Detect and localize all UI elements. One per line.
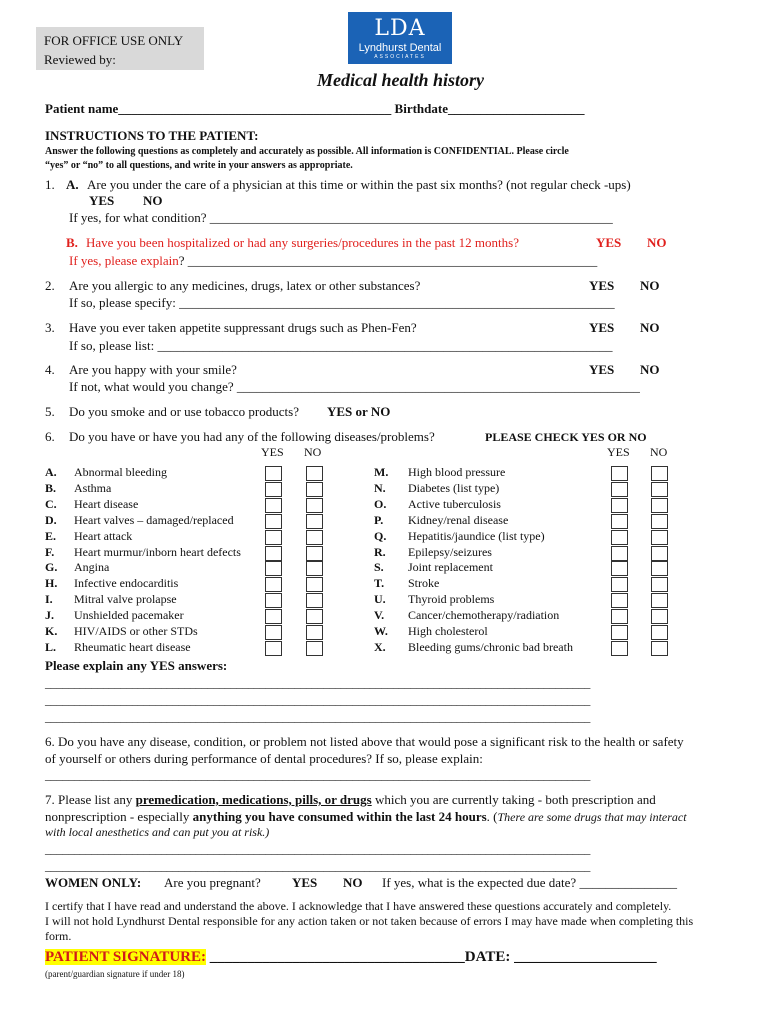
yes-checkbox[interactable] [265,609,282,624]
pregnant-yes[interactable]: YES [292,875,318,890]
no-checkbox[interactable] [651,577,668,592]
q7-emphasis-1: premedication, medications, pills, or drugs [135,792,372,807]
disease-letter: B. [45,480,57,495]
q3-number: 3. [45,320,55,335]
no-checkbox[interactable] [306,498,323,513]
disease-letter: A. [45,465,57,479]
disease-letter: I. [45,592,53,607]
disease-name: Heart valves – damaged/replaced [74,512,234,527]
page-title: Medical health history [317,70,485,90]
q4-no[interactable]: NO [640,362,660,377]
no-checkbox[interactable] [651,482,668,497]
explain-line-2[interactable]: ______________________________________________________________________________________________ [45,693,591,707]
disease-name: Diabetes (list type) [408,480,500,495]
patient-signature-label: PATIENT SIGNATURE: [45,949,207,965]
yes-checkbox[interactable] [265,514,282,529]
q6-question: Do you have or have you had any of the following diseases/problems? [69,429,435,444]
patient-name-birthdate-line[interactable]: Patient name__________________________________________ Birthdate_____________________ [45,101,585,116]
q6b-line-2: of yourself or others during performance of dental procedures? If so, please explain: [45,751,483,766]
q7-emphasis-2: anything you have consumed within the last 24 hours [192,809,487,824]
check-instruction: PLEASE CHECK YES OR NO [485,430,647,444]
no-checkbox[interactable] [306,641,323,656]
no-checkbox[interactable] [306,625,323,640]
disease-name: Heart murmur/inborn heart defects [74,544,241,559]
q3-followup[interactable]: If so, please list: ______________________________________________________________________ [69,338,613,353]
disease-letter: J. [45,608,54,623]
disease-letter: D. [45,512,57,527]
yes-checkbox[interactable] [265,546,282,561]
q3-yes[interactable]: YES [589,320,615,335]
yes-checkbox[interactable] [265,530,282,545]
disease-name: Asthma [74,480,112,495]
logo-tagline: ASSOCIATES [374,54,426,60]
q5-question: Do you smoke and or use tobacco products? [69,404,299,419]
right-yes-header: YES [607,445,630,459]
disease-letter: M. [374,465,389,479]
disease-name: Joint replacement [408,560,493,575]
no-checkbox[interactable] [651,561,668,576]
no-checkbox[interactable] [306,514,323,529]
disease-name: HIV/AIDS or other STDs [74,624,198,638]
yes-checkbox[interactable] [265,641,282,656]
right-no-header: NO [650,445,668,459]
guardian-note: (parent/guardian signature if under 18) [45,969,185,979]
q7-answer-line-2[interactable]: ______________________________________________________________________________________________ [45,859,591,873]
disease-name: Heart disease [74,496,139,511]
disease-name: Stroke [408,576,440,591]
q7-italic-note-2: with local anesthetics and can put you at risk.) [45,825,270,839]
disease-name: High cholesterol [408,624,488,638]
q7-line-1 [45,792,656,808]
q1-number: 1. [45,177,55,192]
disease-letter: N. [374,480,386,495]
yes-checkbox[interactable] [611,482,628,497]
disease-name: Abnormal bleeding [74,465,167,479]
q4-yes[interactable]: YES [589,362,615,377]
reviewed-by-label: Reviewed by: [44,52,116,67]
q2-question: Are you allergic to any medicines, drugs, latex or other substances? [69,278,421,293]
disease-name: Infective endocarditis [74,576,179,591]
disease-letter: F. [45,544,55,559]
q7-italic-note-1: There are some drugs that may interact [497,810,687,824]
q6-number: 6. [45,429,55,444]
q2-yes[interactable]: YES [589,278,615,293]
q3-question: Have you ever taken appetite suppressant drugs such as Phen-Fen? [69,320,417,335]
yes-checkbox[interactable] [611,561,628,576]
no-checkbox[interactable] [306,561,323,576]
yes-checkbox[interactable] [265,466,282,481]
q3-no[interactable]: NO [640,320,660,335]
disease-name: Bleeding gums/chronic bad breath [408,639,573,654]
disease-letter: T. [374,576,385,591]
practice-logo [348,12,452,64]
yes-checkbox[interactable] [611,641,628,656]
office-use-box [36,27,204,70]
q1b-followup-line[interactable]: ? _______________________________________________________________ [178,253,598,268]
office-use-label: FOR OFFICE USE ONLY [44,33,184,48]
instructions-line-1: Answer the following questions as completely and accurately as possible. All information is CONFIDENTIAL. Please circle [45,146,569,157]
yes-checkbox[interactable] [265,577,282,592]
disease-name: Hepatitis/jaundice (list type) [408,528,545,543]
explain-line-3[interactable]: ______________________________________________________________________________________________ [45,710,591,724]
instructions-line-2: “yes” or “no” to all questions, and write in your answers as appropriate. [45,160,353,171]
yes-checkbox[interactable] [611,498,628,513]
no-checkbox[interactable] [306,530,323,545]
certify-line-2: I will not hold Lyndhurst Dental responsible for any action taken or not taken because of errors I may have made when completing this [45,914,694,928]
instructions-heading: INSTRUCTIONS TO THE PATIENT: [45,128,259,143]
no-checkbox[interactable] [651,530,668,545]
no-checkbox[interactable] [651,609,668,624]
q7-middle: which you are currently taking - both prescription and [371,792,656,807]
logo-name: Lyndhurst Dental [358,42,442,54]
yes-checkbox[interactable] [265,593,282,608]
no-checkbox[interactable] [651,498,668,513]
disease-letter: X. [374,639,386,654]
no-checkbox[interactable] [651,514,668,529]
q1b-followup-label: If yes, please explain [69,253,179,268]
q1a-no[interactable]: NO [143,193,163,208]
q7-line-2 [45,809,687,825]
q7-line2-prefix: nonprescription - especially [45,809,193,824]
no-checkbox[interactable] [651,641,668,656]
q6b-answer-line[interactable]: ______________________________________________________________________________________________ [45,768,591,782]
disease-letter: U. [374,592,386,607]
disease-letter: S. [374,560,384,575]
yes-checkbox[interactable] [265,561,282,576]
q5-answer[interactable]: YES or NO [327,404,391,419]
q1b-letter: B. [66,235,78,250]
explain-yes-heading: Please explain any YES answers: [45,658,228,673]
no-checkbox[interactable] [306,482,323,497]
yes-checkbox[interactable] [611,625,628,640]
q1b-yes[interactable]: YES [596,235,622,250]
yes-checkbox[interactable] [611,466,628,481]
disease-name: Thyroid problems [408,592,495,607]
yes-checkbox[interactable] [611,514,628,529]
q2-no[interactable]: NO [640,278,660,293]
q6b-line-1: 6. Do you have any disease, condition, or problem not listed above that would pose a significant risk to the health or safety [45,734,684,749]
q1b-no[interactable]: NO [647,235,667,250]
no-checkbox[interactable] [651,593,668,608]
yes-checkbox[interactable] [611,530,628,545]
q4-number: 4. [45,362,55,377]
certify-line-3: form. [45,929,72,943]
logo-mark: LDA [374,16,426,41]
no-checkbox[interactable] [306,466,323,481]
explain-line-1[interactable]: ______________________________________________________________________________________________ [45,676,591,690]
yes-checkbox[interactable] [265,498,282,513]
disease-letter: V. [374,608,385,623]
disease-letter: C. [45,496,57,511]
disease-name: Cancer/chemotherapy/radiation [408,608,560,623]
disease-letter: O. [374,496,387,511]
disease-letter: H. [45,576,58,591]
disease-letter: Q. [374,528,387,543]
no-checkbox[interactable] [651,546,668,561]
yes-checkbox[interactable] [265,625,282,640]
q4-followup[interactable]: If not, what would you change? ______________________________________________________________ [69,379,640,394]
q1a-yes[interactable]: YES [89,193,115,208]
q5-number: 5. [45,404,55,419]
left-no-header: NO [304,445,322,459]
no-checkbox[interactable] [306,609,323,624]
disease-letter: R. [374,544,386,559]
disease-name: Kidney/renal disease [408,512,509,527]
no-checkbox[interactable] [651,466,668,481]
q1a-letter: A. [66,177,79,192]
disease-name: Heart attack [74,528,133,543]
disease-letter: L. [45,639,57,654]
no-checkbox[interactable] [306,546,323,561]
disease-name: Mitral valve prolapse [74,592,177,607]
no-checkbox[interactable] [306,593,323,608]
pregnant-question: Are you pregnant? [164,875,261,890]
yes-checkbox[interactable] [611,609,628,624]
q1b-question: Have you been hospitalized or had any surgeries/procedures in the past 12 months? [86,235,519,250]
yes-checkbox[interactable] [265,482,282,497]
disease-name: Rheumatic heart disease [74,639,191,654]
disease-name: Active tuberculosis [408,496,501,511]
signature-row [45,949,657,966]
disease-letter: E. [45,528,57,543]
disease-letter: G. [45,560,58,575]
q7-answer-line-1[interactable]: ______________________________________________________________________________________________ [45,842,591,856]
q7-prefix: 7. Please list any [45,792,136,807]
signature-date-line[interactable]: __________________________________DATE: ___________________ [209,949,657,965]
q1a-followup[interactable]: If yes, for what condition? ______________________________________________________________ [69,210,613,225]
q7-line2-suffix: . ( [486,809,498,824]
yes-checkbox[interactable] [611,577,628,592]
disease-name: Unshielded pacemaker [74,608,184,623]
q2-followup[interactable]: If so, please specify: ___________________________________________________________________ [69,295,615,310]
q1b-followup[interactable] [69,253,597,269]
certify-line-1: I certify that I have read and understand the above. I acknowledge that I have answered these questions accurately and completely. [45,899,672,913]
disease-letter: W. [374,624,388,638]
q2-number: 2. [45,278,55,293]
women-only-label: WOMEN ONLY: [45,875,142,890]
q1a-question: Are you under the care of a physician at this time or within the past six months? (not regular check -ups) [87,177,631,192]
disease-letter: P. [374,512,384,527]
disease-name: Angina [74,560,110,575]
no-checkbox[interactable] [306,577,323,592]
left-yes-header: YES [261,445,284,459]
q4-question: Are you happy with your smile? [69,362,237,377]
yes-checkbox[interactable] [611,546,628,561]
disease-name: Epilepsy/seizures [408,544,492,559]
yes-checkbox[interactable] [611,593,628,608]
disease-name: High blood pressure [408,465,506,479]
disease-letter: K. [45,624,58,638]
pregnant-no[interactable]: NO [343,875,363,890]
no-checkbox[interactable] [651,625,668,640]
due-date-field[interactable]: If yes, what is the expected due date? _______________ [382,875,677,890]
